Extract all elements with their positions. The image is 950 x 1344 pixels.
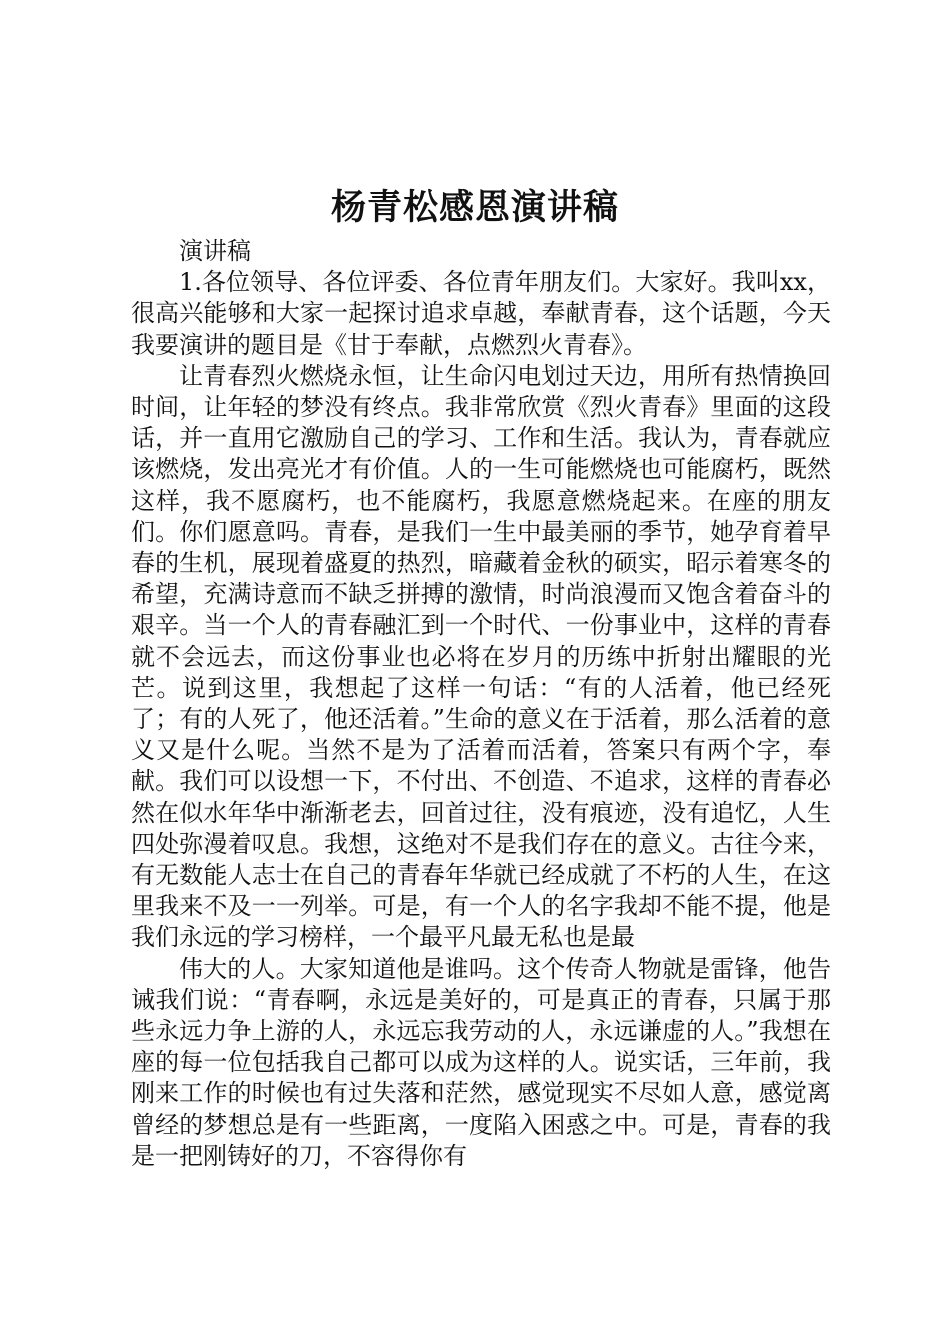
paragraph-heading: 演讲稿 — [179, 237, 251, 265]
document-body — [131, 236, 831, 1172]
paragraph: 伟大的人。大家知道他是谁吗。这个传奇人物就是雷锋，他告诫我们说：“青春啊，永远是美好的，可是真正的青春，只属于那些永远力争上游的人，永远忘我劳动的人，永远谦虚的人。”我想在座的每一位包括我自己都可以成为这样的人。说实话，三年前，我刚来工作的时候也有过失落和茫然，感觉现实不尽如人意，感觉离曾经的梦想总是有一些距离，一度陷入困惑之中。可是，青春的我是一把刚铸好的刀，不容得你有 — [131, 954, 831, 1170]
paragraph: 让青春烈火燃烧永恒，让生命闪电划过天边，用所有热情换回时间，让年轻的梦没有终点。我非常欣赏《烈火青春》里面的这段话，并一直用它激励自己的学习、工作和生活。我认为，青春就应该燃烧，发出亮光才有价值。人的一生可能燃烧也可能腐朽，既然这样，我不愿腐朽，也不能腐朽，我愿意燃烧起来。在座的朋友们。你们愿意吗。青春，是我们一生中最美丽的季节，她孕育着早春的生机，展现着盛夏的热烈，暗藏着金秋的硕实，昭示着寒冬的希望，充满诗意而不缺乏拼搏的激情，时尚浪漫而又饱含着奋斗的艰辛。当一个人的青春融汇到一个时代、一份事业中，这样的青春就不会远去，而这份事业也必将在岁月的历练中折射出耀眼的光芒。说到这里，我想起了这样一句话：“有的人活着，他已经死了；有的人死了，他还活着。”生命的意义在于活着，那么活着的意义又是什么呢。当然不是为了活着而活着，答案只有两个字，奉献。我们可以设想一下，不付出、不创造、不追求，这样的青春必然在似水年华中渐渐老去，回首过往，没有痕迹，没有追忆，人生四处弥漫着叹息。我想，这绝对不是我们存在的意义。古往今来，有无数能人志士在自己的青春年华就已经成就了不朽的人生，在这里我来不及一一列举。可是，有一个人的名字我却不能不提，他是我们永远的学习榜样，一个最平凡最无私也是最 — [131, 361, 831, 952]
paragraph: 1.各位领导、各位评委、各位青年朋友们。大家好。我叫xx，很高兴能够和大家一起探讨追求卓越，奉献青春，这个话题，今天我要演讲的题目是《甘于奉献，点燃烈火青春》。 — [131, 268, 831, 359]
document-title: 杨青松感恩演讲稿 — [330, 187, 619, 228]
